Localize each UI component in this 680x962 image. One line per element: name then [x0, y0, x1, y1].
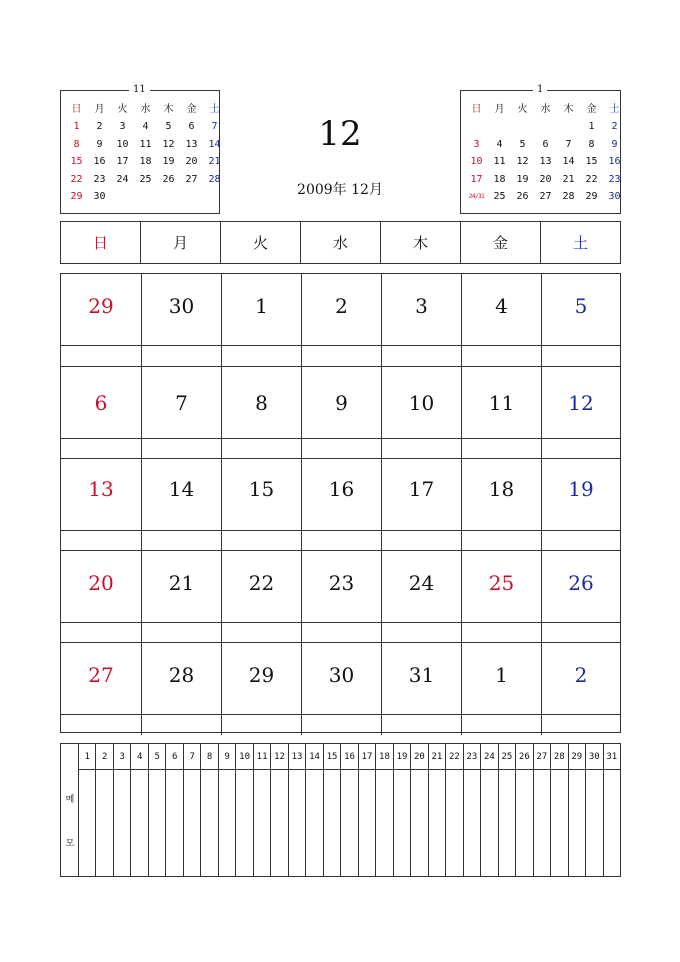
day-note-strip[interactable] — [142, 622, 221, 643]
memo-day-number: 21 — [429, 744, 445, 770]
memo-day-number: 4 — [131, 744, 147, 770]
day-number: 6 — [94, 391, 108, 415]
day-number: 19 — [568, 477, 594, 501]
mini-next-day: 6 — [542, 138, 549, 150]
day-note-strip[interactable] — [142, 438, 221, 459]
memo-day-column[interactable] — [218, 744, 235, 876]
memo-day-number: 5 — [149, 744, 165, 770]
mini-calendar-next-grid — [465, 101, 626, 205]
mini-prev-day: 26 — [162, 173, 175, 185]
mini-prev-day: 22 — [70, 173, 83, 185]
day-note-strip[interactable] — [462, 714, 541, 735]
week-row — [61, 366, 620, 459]
day-cell[interactable] — [541, 459, 620, 551]
day-note-strip[interactable] — [462, 530, 541, 551]
memo-day-number: 22 — [446, 744, 462, 770]
memo-day-number: 6 — [166, 744, 182, 770]
mini-prev-header: 水 — [140, 104, 151, 115]
day-cell[interactable] — [61, 274, 141, 366]
memo-day-number: 20 — [411, 744, 427, 770]
mini-calendar-next — [460, 84, 621, 214]
day-cell[interactable] — [61, 551, 141, 643]
day-note-strip[interactable] — [382, 345, 461, 366]
mini-prev-day: 25 — [139, 173, 152, 185]
memo-day-column[interactable] — [568, 744, 585, 876]
memo-day-number: 18 — [376, 744, 392, 770]
memo-day-column[interactable] — [270, 744, 287, 876]
mini-next-day: 4 — [496, 138, 503, 150]
day-cell[interactable] — [141, 367, 221, 459]
day-note-strip[interactable] — [382, 622, 461, 643]
mini-prev-day: 2 — [96, 121, 103, 133]
day-number: 15 — [248, 477, 275, 501]
day-note-strip[interactable] — [302, 714, 381, 735]
mini-next-day: 10 — [470, 156, 483, 168]
mini-prev-day: 4 — [142, 121, 149, 133]
mini-prev-header: 火 — [117, 104, 128, 115]
memo-day-number: 27 — [534, 744, 550, 770]
day-cell[interactable] — [141, 643, 221, 735]
memo-day-number: 17 — [359, 744, 375, 770]
memo-day-number: 24 — [481, 744, 497, 770]
memo-day-column[interactable] — [375, 744, 392, 876]
mini-calendar-prev-title: 11 — [129, 83, 150, 97]
mini-prev-day — [157, 188, 180, 205]
memo-day-column[interactable] — [445, 744, 462, 876]
day-cell[interactable] — [541, 367, 620, 459]
day-number: 2 — [574, 663, 588, 687]
mini-next-day — [488, 118, 511, 135]
day-cell[interactable] — [141, 551, 221, 643]
day-cell[interactable] — [61, 643, 141, 735]
day-cell[interactable] — [301, 643, 381, 735]
day-note-strip[interactable] — [542, 530, 620, 551]
mini-prev-day: 5 — [165, 121, 172, 133]
memo-day-column[interactable] — [585, 744, 602, 876]
mini-next-day: 26 — [516, 190, 529, 202]
mini-next-day: 18 — [493, 173, 506, 185]
day-note-strip[interactable] — [61, 345, 141, 366]
day-number: 29 — [248, 663, 275, 687]
mini-prev-day: 23 — [93, 173, 106, 185]
memo-day-number: 1 — [79, 744, 95, 770]
memo-day-column[interactable] — [235, 744, 252, 876]
mini-next-day: 23 — [608, 173, 621, 185]
mini-next-day: 25 — [493, 190, 506, 202]
memo-day-number: 2 — [96, 744, 112, 770]
memo-day-number: 26 — [516, 744, 532, 770]
memo-day-column[interactable] — [323, 744, 340, 876]
weekday-header — [60, 221, 621, 264]
mini-next-day: 7 — [565, 138, 572, 150]
day-number: 12 — [568, 391, 594, 415]
mini-next-header: 木 — [563, 104, 574, 115]
weekday-thu: 木 — [380, 222, 460, 263]
day-cell[interactable] — [301, 367, 381, 459]
mini-next-day: 30 — [608, 190, 621, 202]
day-cell[interactable] — [541, 551, 620, 643]
memo-day-column[interactable] — [288, 744, 305, 876]
mini-prev-day: 1 — [73, 121, 80, 133]
day-number: 14 — [168, 477, 195, 501]
day-number: 18 — [488, 477, 515, 501]
day-number: 2 — [335, 294, 348, 318]
mini-next-day: 2 — [611, 121, 618, 133]
memo-day-number: 16 — [341, 744, 357, 770]
day-number: 29 — [88, 294, 114, 318]
mini-calendar-next-title: 1 — [533, 83, 547, 97]
day-number: 5 — [574, 294, 588, 318]
day-number: 31 — [408, 663, 435, 687]
day-note-strip[interactable] — [302, 622, 381, 643]
mini-prev-day: 28 — [208, 173, 221, 185]
day-note-strip[interactable] — [61, 438, 141, 459]
day-cell[interactable] — [141, 274, 221, 366]
memo-day-number: 10 — [236, 744, 252, 770]
day-note-strip[interactable] — [222, 438, 301, 459]
mini-prev-day: 3 — [119, 121, 126, 133]
day-cell[interactable] — [301, 274, 381, 366]
weekday-sun: 日 — [92, 234, 108, 252]
mini-prev-day: 15 — [70, 156, 83, 168]
day-note-strip[interactable] — [382, 438, 461, 459]
memo-day-column[interactable] — [165, 744, 182, 876]
memo-day-number: 12 — [271, 744, 287, 770]
day-note-strip[interactable] — [542, 622, 620, 643]
mini-prev-day: 29 — [70, 190, 83, 202]
day-number: 25 — [488, 571, 515, 595]
day-note-strip[interactable] — [142, 714, 221, 735]
weekday-wed: 水 — [300, 222, 380, 263]
week-row — [61, 458, 620, 551]
day-number: 22 — [248, 571, 275, 595]
mini-prev-day: 10 — [116, 138, 129, 150]
memo-day-column[interactable] — [498, 744, 515, 876]
day-cell[interactable] — [61, 459, 141, 551]
memo-day-number: 13 — [289, 744, 305, 770]
memo-day-column[interactable] — [95, 744, 112, 876]
memo-day-number: 14 — [306, 744, 322, 770]
memo-day-column[interactable] — [183, 744, 200, 876]
memo-day-column[interactable] — [393, 744, 410, 876]
mini-next-day — [557, 118, 580, 135]
memo-day-number: 28 — [551, 744, 567, 770]
day-number: 7 — [175, 391, 188, 415]
memo-label-1: 메 — [65, 795, 75, 805]
mini-prev-header: 日 — [71, 104, 82, 115]
mini-next-header: 月 — [494, 104, 505, 115]
mini-next-day — [511, 118, 534, 135]
mini-next-day: 22 — [585, 173, 598, 185]
mini-next-day: 9 — [611, 138, 618, 150]
day-cell[interactable] — [141, 459, 221, 551]
mini-next-day: 21 — [562, 173, 575, 185]
day-note-strip[interactable] — [142, 345, 221, 366]
mini-next-day: 16 — [608, 156, 621, 168]
memo-day-number: 7 — [184, 744, 200, 770]
day-number: 24 — [408, 571, 435, 595]
mini-prev-header: 土 — [209, 104, 220, 115]
memo-day-column[interactable] — [340, 744, 357, 876]
day-note-strip[interactable] — [462, 622, 541, 643]
day-cell[interactable] — [541, 274, 620, 366]
memo-day-column[interactable] — [79, 744, 95, 876]
memo-day-column[interactable] — [463, 744, 480, 876]
mini-prev-day: 12 — [162, 138, 175, 150]
day-cell[interactable] — [381, 459, 461, 551]
day-cell[interactable] — [461, 551, 541, 643]
day-note-strip[interactable] — [302, 438, 381, 459]
day-note-strip[interactable] — [462, 345, 541, 366]
memo-day-column[interactable] — [550, 744, 567, 876]
day-number: 16 — [328, 477, 355, 501]
memo-day-number: 15 — [324, 744, 340, 770]
day-cell[interactable] — [221, 551, 301, 643]
day-number: 26 — [568, 571, 594, 595]
memo-day-column[interactable] — [410, 744, 427, 876]
day-number: 8 — [255, 391, 268, 415]
mini-next-day: 15 — [585, 156, 598, 168]
day-cell[interactable] — [381, 274, 461, 366]
mini-prev-day: 21 — [208, 156, 221, 168]
mini-next-header: 土 — [609, 104, 620, 115]
day-number: 23 — [328, 571, 355, 595]
memo-label-2: 모 — [65, 839, 75, 849]
day-note-strip[interactable] — [302, 530, 381, 551]
day-number: 13 — [88, 477, 114, 501]
day-cell[interactable] — [301, 459, 381, 551]
mini-next-day: 13 — [539, 156, 552, 168]
mini-next-day: 20 — [539, 173, 552, 185]
mini-next-day: 29 — [585, 190, 598, 202]
memo-day-column[interactable] — [358, 744, 375, 876]
day-note-strip[interactable] — [61, 622, 141, 643]
mini-prev-day: 6 — [188, 121, 195, 133]
memo-day-column[interactable] — [305, 744, 322, 876]
mini-calendar-prev-grid — [65, 101, 226, 205]
memo-day-number: 30 — [586, 744, 602, 770]
mini-prev-day: 14 — [208, 138, 221, 150]
memo-day-column[interactable] — [148, 744, 165, 876]
mini-next-day: 17 — [470, 173, 483, 185]
mini-prev-header: 金 — [186, 104, 197, 115]
day-note-strip[interactable] — [382, 530, 461, 551]
weekday-fri: 金 — [460, 222, 540, 263]
memo-day-number: 29 — [569, 744, 585, 770]
mini-prev-day: 19 — [162, 156, 175, 168]
day-number: 17 — [408, 477, 435, 501]
day-cell[interactable] — [461, 274, 541, 366]
memo-day-number: 8 — [201, 744, 217, 770]
mini-next-header: 日 — [471, 104, 482, 115]
memo-day-number: 11 — [254, 744, 270, 770]
mini-prev-day: 27 — [185, 173, 198, 185]
mini-next-day: 1 — [588, 121, 595, 133]
mini-next-header: 金 — [586, 104, 597, 115]
memo-day-column[interactable] — [533, 744, 550, 876]
week-row — [61, 550, 620, 643]
day-note-strip[interactable] — [222, 345, 301, 366]
mini-prev-day: 24 — [116, 173, 129, 185]
mini-prev-day: 20 — [185, 156, 198, 168]
mini-prev-day: 13 — [185, 138, 198, 150]
mini-next-day: 5 — [519, 138, 526, 150]
mini-next-day: 11 — [493, 156, 506, 168]
memo-label-column — [61, 744, 79, 876]
day-cell[interactable] — [221, 459, 301, 551]
day-number: 1 — [255, 294, 268, 318]
day-number: 30 — [328, 663, 355, 687]
weekday-mon: 月 — [140, 222, 220, 263]
memo-day-column[interactable] — [113, 744, 130, 876]
memo-day-column[interactable] — [480, 744, 497, 876]
memo-day-number: 3 — [114, 744, 130, 770]
day-number: 30 — [168, 294, 195, 318]
day-number: 20 — [88, 571, 114, 595]
mini-next-header: 水 — [540, 104, 551, 115]
memo-day-column[interactable] — [428, 744, 445, 876]
day-cell[interactable] — [381, 551, 461, 643]
mini-next-day — [465, 118, 488, 135]
memo-day-column[interactable] — [603, 744, 620, 876]
day-note-strip[interactable] — [61, 714, 141, 735]
page-subtitle: 2009年 12月 — [297, 182, 383, 198]
memo-day-number: 19 — [394, 744, 410, 770]
weekday-tue: 火 — [220, 222, 300, 263]
day-number: 11 — [488, 391, 515, 415]
mini-prev-day: 11 — [139, 138, 152, 150]
mini-prev-day — [134, 188, 157, 205]
memo-day-number: 9 — [219, 744, 235, 770]
day-number: 21 — [168, 571, 195, 595]
day-cell[interactable] — [461, 643, 541, 735]
day-number: 3 — [415, 294, 428, 318]
day-note-strip[interactable] — [542, 345, 620, 366]
day-note-strip[interactable] — [462, 438, 541, 459]
mini-next-day — [534, 118, 557, 135]
day-cell[interactable] — [541, 643, 620, 735]
day-cell[interactable] — [221, 367, 301, 459]
day-cell[interactable] — [221, 274, 301, 366]
mini-prev-day — [180, 188, 203, 205]
day-number: 4 — [495, 294, 508, 318]
mini-prev-header: 月 — [94, 104, 105, 115]
memo-day-column[interactable] — [130, 744, 147, 876]
memo-day-number: 23 — [464, 744, 480, 770]
mini-prev-day — [111, 188, 134, 205]
mini-next-day: 8 — [588, 138, 595, 150]
mini-next-day: 14 — [562, 156, 575, 168]
day-cell[interactable] — [461, 367, 541, 459]
week-row — [61, 274, 620, 366]
mini-next-day: 28 — [562, 190, 575, 202]
day-note-strip[interactable] — [222, 714, 301, 735]
memo-table — [60, 743, 621, 877]
mini-next-day: 24/31 — [468, 192, 485, 200]
day-number: 9 — [335, 391, 348, 415]
mini-prev-header: 木 — [163, 104, 174, 115]
week-row — [61, 642, 620, 735]
day-note-strip[interactable] — [222, 622, 301, 643]
day-number: 28 — [168, 663, 195, 687]
day-cell[interactable] — [221, 643, 301, 735]
day-number: 27 — [88, 663, 114, 687]
weekday-sat: 土 — [540, 222, 620, 263]
day-cell[interactable] — [61, 367, 141, 459]
mini-prev-day: 17 — [116, 156, 129, 168]
day-note-strip[interactable] — [542, 714, 620, 735]
day-note-strip[interactable] — [142, 530, 221, 551]
day-note-strip[interactable] — [222, 530, 301, 551]
memo-day-columns — [79, 744, 620, 876]
day-note-strip[interactable] — [542, 438, 620, 459]
mini-next-day: 3 — [473, 138, 480, 150]
day-note-strip[interactable] — [61, 530, 141, 551]
memo-day-column[interactable] — [253, 744, 270, 876]
page-title: 12 — [318, 114, 362, 154]
day-cell[interactable] — [381, 367, 461, 459]
memo-day-column[interactable] — [200, 744, 217, 876]
month-grid — [60, 273, 621, 733]
mini-calendar-prev — [60, 84, 221, 214]
mini-next-day: 27 — [539, 190, 552, 202]
mini-prev-day: 7 — [211, 121, 218, 133]
mini-prev-day: 8 — [73, 138, 80, 150]
mini-prev-day: 16 — [93, 156, 106, 168]
mini-next-header: 火 — [517, 104, 528, 115]
mini-prev-day: 18 — [139, 156, 152, 168]
memo-day-column[interactable] — [515, 744, 532, 876]
day-cell[interactable] — [381, 643, 461, 735]
day-number: 10 — [408, 391, 435, 415]
day-cell[interactable] — [461, 459, 541, 551]
mini-prev-day — [203, 188, 226, 205]
memo-day-number: 31 — [604, 744, 620, 770]
mini-next-day: 12 — [516, 156, 529, 168]
day-cell[interactable] — [301, 551, 381, 643]
day-note-strip[interactable] — [382, 714, 461, 735]
mini-prev-day: 30 — [93, 190, 106, 202]
memo-day-number: 25 — [499, 744, 515, 770]
mini-prev-day: 9 — [96, 138, 103, 150]
day-note-strip[interactable] — [302, 345, 381, 366]
day-number: 1 — [495, 663, 508, 687]
mini-next-day: 19 — [516, 173, 529, 185]
